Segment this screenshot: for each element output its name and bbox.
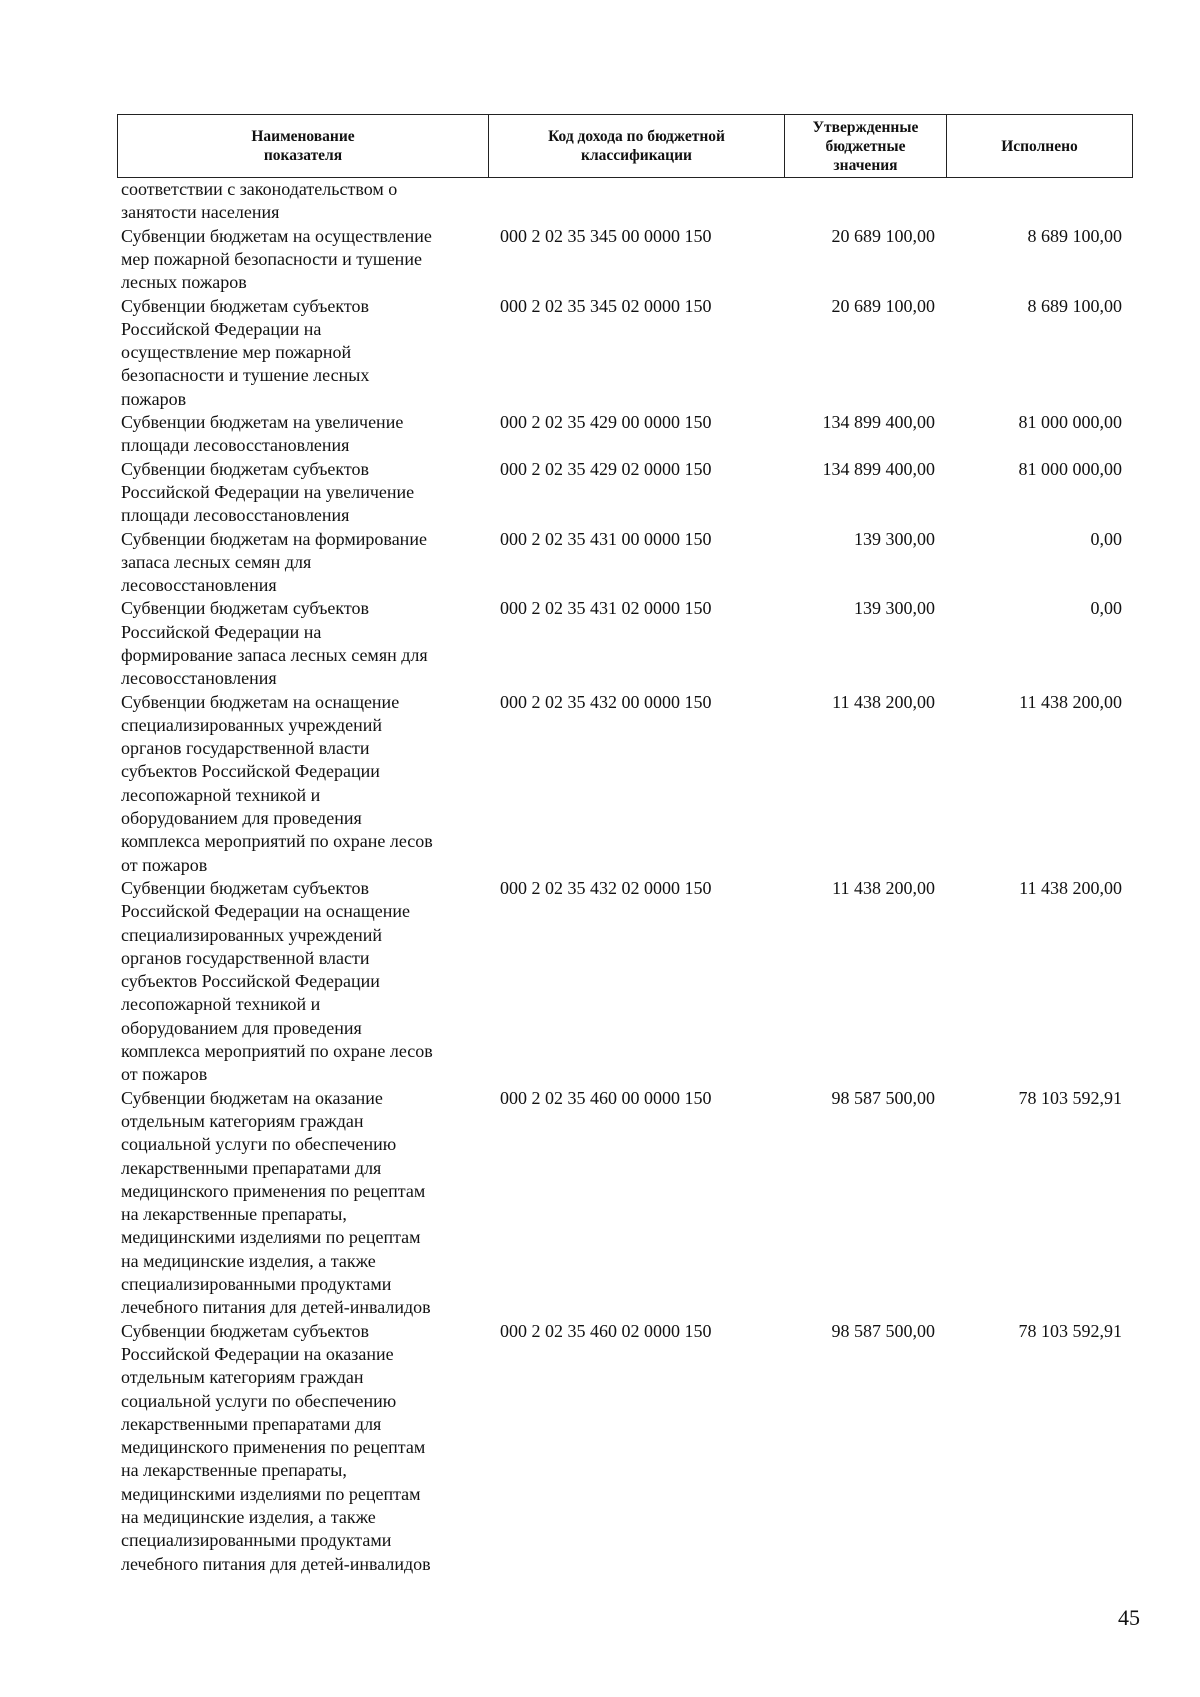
row-income-code: 000 2 02 35 345 00 0000 150 xyxy=(500,225,712,246)
row-executed-value: 8 689 100,00 xyxy=(1027,295,1122,316)
row-name-line: отдельным категориям граждан xyxy=(121,1367,364,1388)
row-approved-value: 20 689 100,00 xyxy=(831,225,935,246)
row-approved-value: 98 587 500,00 xyxy=(831,1320,935,1341)
row-name-line: Российской Федерации на оснащение xyxy=(121,901,411,922)
row-name-line: социальной услуги по обеспечению xyxy=(121,1134,397,1155)
row-name-line: лечебного питания для детей-инвалидов xyxy=(121,1553,431,1574)
row-income-code: 000 2 02 35 429 02 0000 150 xyxy=(500,458,712,479)
row-name-line: лесовосстановления xyxy=(121,575,277,596)
row-indicator-name xyxy=(121,411,491,458)
row-name-line: на медицинские изделия, а также xyxy=(121,1507,376,1528)
row-indicator-name xyxy=(121,691,491,877)
row-name-line: Субвенции бюджетам на оказание xyxy=(121,1087,383,1108)
row-name-line: лесовосстановления xyxy=(121,668,277,689)
row-name-line: Российской Федерации на xyxy=(121,318,322,339)
header-indicator-name: Наименование показателя xyxy=(118,115,489,177)
row-indicator-name xyxy=(121,1087,491,1320)
row-income-code: 000 2 02 35 460 02 0000 150 xyxy=(500,1320,712,1341)
row-name-line: специализированных учреждений xyxy=(121,714,383,735)
row-name-line: Российской Федерации на xyxy=(121,621,322,642)
row-name-line: органов государственной власти xyxy=(121,947,370,968)
table-header xyxy=(117,114,1133,178)
row-name-line: медицинского применения по рецептам xyxy=(121,1180,426,1201)
row-name-line: площади лесовосстановления xyxy=(121,505,350,526)
row-name-line: от пожаров xyxy=(121,854,208,875)
row-name-line: лесопожарной техникой и xyxy=(121,994,321,1015)
row-name-line: Субвенции бюджетам субъектов xyxy=(121,295,370,316)
row-name-line: медицинскими изделиями по рецептам xyxy=(121,1227,421,1248)
row-name-line: формирование запаса лесных семян для xyxy=(121,644,428,665)
row-name-line: на лекарственные препараты, xyxy=(121,1204,347,1225)
row-name-line: специализированными продуктами xyxy=(121,1530,392,1551)
row-name-line: оборудованием для проведения xyxy=(121,808,362,829)
row-name-line: органов государственной власти xyxy=(121,738,370,759)
row-approved-value: 11 438 200,00 xyxy=(832,878,935,898)
row-income-code: 000 2 02 35 431 02 0000 150 xyxy=(500,598,712,619)
row-name-line: Субвенции бюджетам субъектов xyxy=(121,458,370,479)
row-name-line: соответствии с законодательством о xyxy=(121,179,398,199)
row-executed-value: 11 438 200,00 xyxy=(1019,878,1122,898)
row-name-line: лекарственными препаратами для xyxy=(121,1413,382,1434)
row-name-line: Субвенции бюджетам субъектов xyxy=(121,1320,370,1341)
row-name-line: запаса лесных семян для xyxy=(121,551,312,572)
row-indicator-name xyxy=(121,877,491,1087)
row-income-code: 000 2 02 35 432 02 0000 150 xyxy=(500,878,712,898)
row-name-line: Субвенции бюджетам на осуществление xyxy=(121,225,432,246)
row-executed-value: 11 438 200,00 xyxy=(1019,691,1122,712)
row-income-code: 000 2 02 35 345 02 0000 150 xyxy=(500,295,712,316)
row-name-line: Субвенции бюджетам субъектов xyxy=(121,878,370,898)
row-income-code: 000 2 02 35 429 00 0000 150 xyxy=(500,412,712,432)
row-name-line: Субвенции бюджетам на оснащение xyxy=(121,691,400,712)
row-executed-value: 0,00 xyxy=(1090,528,1122,549)
row-name-line: мер пожарной безопасности и тушение xyxy=(121,248,422,269)
row-executed-value: 0,00 xyxy=(1090,598,1122,619)
row-name-line: лечебного питания для детей-инвалидов xyxy=(121,1297,431,1318)
row-name-line: занятости населения xyxy=(121,202,280,223)
row-indicator-name xyxy=(121,295,491,411)
page-number: 45 xyxy=(1118,1605,1140,1630)
row-name-line: специализированных учреждений xyxy=(121,924,383,945)
row-indicator-name xyxy=(121,1320,491,1576)
row-name-line: от пожаров xyxy=(121,1064,208,1085)
row-approved-value: 20 689 100,00 xyxy=(831,295,935,316)
row-approved-value: 139 300,00 xyxy=(854,598,935,619)
row-name-line: лесных пожаров xyxy=(121,272,247,293)
row-name-line: Российской Федерации на оказание xyxy=(121,1343,394,1364)
row-executed-value: 8 689 100,00 xyxy=(1027,225,1122,246)
row-executed-value: 81 000 000,00 xyxy=(1018,458,1122,479)
row-name-line: специализированными продуктами xyxy=(121,1274,392,1295)
row-income-code: 000 2 02 35 460 00 0000 150 xyxy=(500,1087,712,1108)
row-executed-value: 78 103 592,91 xyxy=(1018,1320,1122,1341)
row-name-line: безопасности и тушение лесных xyxy=(121,365,370,386)
header-approved-values: Утвержденные бюджетные значения xyxy=(785,115,947,177)
row-income-code: 000 2 02 35 431 00 0000 150 xyxy=(500,528,712,549)
row-approved-value: 134 899 400,00 xyxy=(822,412,935,432)
row-executed-value: 81 000 000,00 xyxy=(1018,412,1122,432)
row-name-line: медицинскими изделиями по рецептам xyxy=(121,1483,421,1504)
row-indicator-name xyxy=(121,597,491,690)
row-name-line: Субвенции бюджетам субъектов xyxy=(121,598,370,619)
row-name-line: на медицинские изделия, а также xyxy=(121,1250,376,1271)
row-name-line: оборудованием для проведения xyxy=(121,1017,362,1038)
row-approved-value: 134 899 400,00 xyxy=(822,458,935,479)
row-executed-value: 78 103 592,91 xyxy=(1018,1087,1122,1108)
row-name-line: субъектов Российской Федерации xyxy=(121,761,380,782)
row-approved-value: 11 438 200,00 xyxy=(832,691,935,712)
row-name-line: лекарственными препаратами для xyxy=(121,1157,382,1178)
row-income-code: 000 2 02 35 432 00 0000 150 xyxy=(500,691,712,712)
row-name-line: медицинского применения по рецептам xyxy=(121,1437,426,1458)
row-name-line: пожаров xyxy=(121,388,187,409)
row-indicator-name xyxy=(121,528,491,598)
row-approved-value: 139 300,00 xyxy=(854,528,935,549)
row-approved-value: 98 587 500,00 xyxy=(831,1087,935,1108)
row-name-line: лесопожарной техникой и xyxy=(121,784,321,805)
row-name-line: отдельным категориям граждан xyxy=(121,1110,364,1131)
row-name-line: Российской Федерации на увеличение xyxy=(121,481,415,502)
row-indicator-name xyxy=(121,225,491,295)
row-indicator-name xyxy=(121,178,491,225)
row-name-line: осуществление мер пожарной xyxy=(121,342,352,363)
header-executed: Исполнено xyxy=(1001,137,1078,155)
row-name-line: комплекса мероприятий по охране лесов xyxy=(121,831,433,852)
header-income-code: Код дохода по бюджетной классификации xyxy=(489,115,785,177)
row-name-line: Субвенции бюджетам на увеличение xyxy=(121,412,404,432)
row-indicator-name xyxy=(121,458,491,528)
row-name-line: Субвенции бюджетам на формирование xyxy=(121,528,427,549)
row-name-line: социальной услуги по обеспечению xyxy=(121,1390,397,1411)
row-name-line: площади лесовосстановления xyxy=(121,435,350,456)
row-name-line: комплекса мероприятий по охране лесов xyxy=(121,1041,433,1062)
row-name-line: субъектов Российской Федерации xyxy=(121,971,380,992)
row-name-line: на лекарственные препараты, xyxy=(121,1460,347,1481)
